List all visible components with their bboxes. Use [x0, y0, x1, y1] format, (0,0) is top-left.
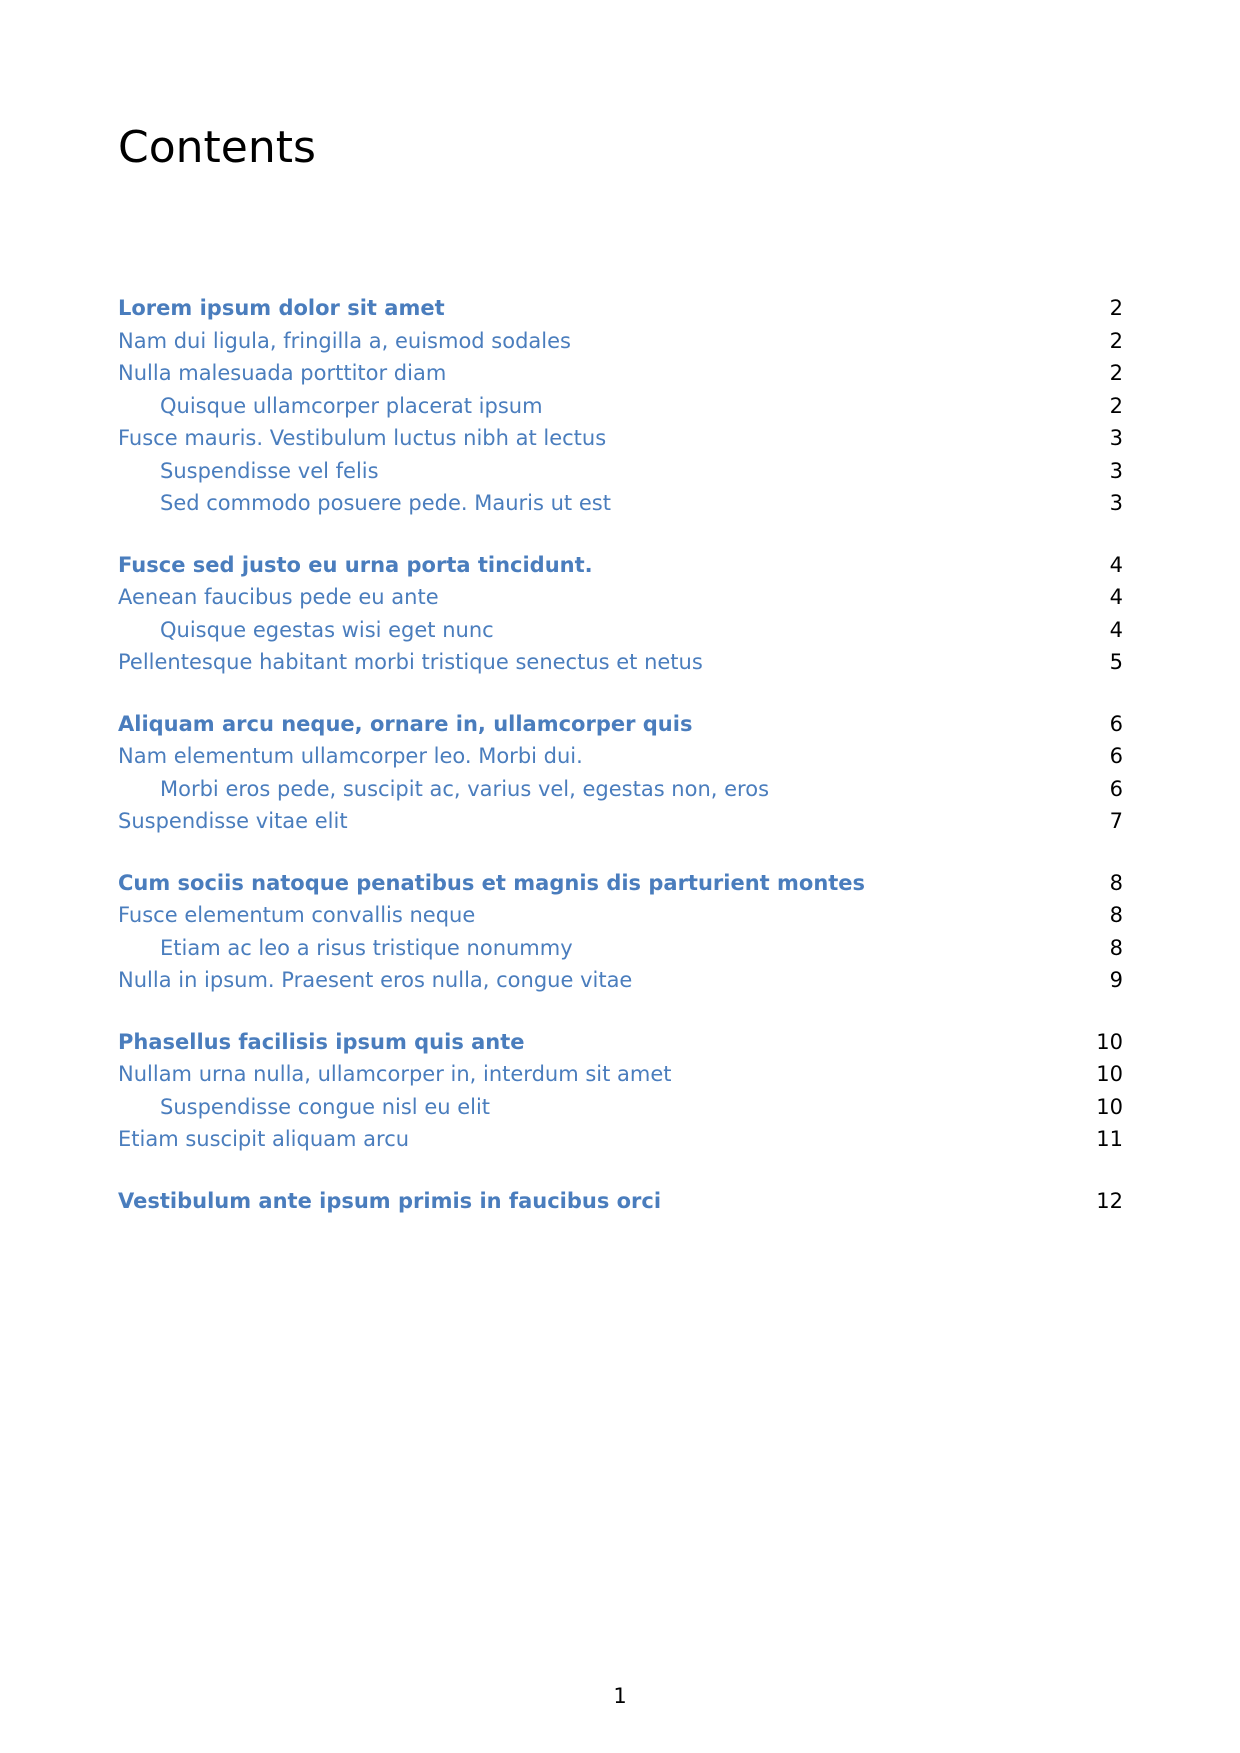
toc-group [118, 292, 1123, 520]
toc-entry[interactable] [118, 964, 1123, 997]
toc-entry-page-number: 2 [1109, 393, 1123, 418]
toc-entry-label[interactable]: Sed commodo posuere pede. Mauris ut est [160, 491, 611, 515]
toc-entry-page-number: 2 [1109, 361, 1123, 385]
toc-entry-page-number: 3 [1109, 426, 1123, 450]
toc-entry-page-number: 3 [1109, 458, 1123, 483]
toc-entry-page-number: 11 [1096, 1127, 1123, 1151]
toc-entry-label[interactable]: Morbi eros pede, suscipit ac, varius vel, egestas non, eros [160, 776, 770, 801]
toc-entry[interactable] [118, 773, 1123, 806]
toc-entry[interactable] [118, 581, 1123, 614]
toc-entry[interactable] [118, 932, 1123, 965]
toc-entry-page-number: 12 [1096, 1188, 1123, 1213]
toc-entry-page-number: 2 [1109, 328, 1123, 353]
toc-entry-label[interactable]: Suspendisse vel felis [160, 458, 379, 483]
toc-group [118, 1185, 1123, 1218]
toc-entry[interactable] [118, 455, 1123, 488]
toc-entry-label[interactable]: Nulla malesuada porttitor diam [118, 361, 447, 385]
toc-entry-label[interactable]: Fusce mauris. Vestibulum luctus nibh at lectus [118, 426, 607, 450]
toc-entry-page-number: 9 [1109, 968, 1123, 992]
toc-entry[interactable] [118, 1123, 1123, 1156]
toc-entry[interactable] [118, 805, 1123, 838]
toc-entry-label[interactable]: Quisque egestas wisi eget nunc [160, 617, 494, 642]
toc-entry[interactable] [118, 1091, 1123, 1124]
toc-entry-label[interactable]: Lorem ipsum dolor sit amet [118, 296, 445, 320]
toc-entry[interactable] [118, 867, 1123, 900]
toc-entry-page-number: 10 [1096, 1062, 1123, 1086]
toc-entry-label[interactable]: Fusce elementum convallis neque [118, 903, 476, 927]
page-title: Contents [118, 122, 316, 173]
toc-entry-page-number: 2 [1109, 296, 1123, 320]
toc-entry[interactable] [118, 487, 1123, 520]
toc-entry-page-number: 3 [1109, 491, 1123, 515]
toc-entry-label[interactable]: Cum sociis natoque penatibus et magnis dis parturient montes [118, 870, 866, 895]
toc-group [118, 549, 1123, 679]
toc-entry-page-number: 8 [1109, 903, 1123, 927]
toc-entry-label[interactable]: Phasellus facilisis ipsum quis ante [118, 1029, 525, 1054]
toc-entry-page-number: 8 [1109, 870, 1123, 895]
toc-entry-page-number: 4 [1109, 552, 1123, 577]
toc-entry[interactable] [118, 357, 1123, 390]
toc-entry-page-number: 8 [1109, 935, 1123, 960]
toc-entry-page-number: 5 [1109, 650, 1123, 674]
toc-entry-label[interactable]: Etiam ac leo a risus tristique nonummy [160, 935, 573, 960]
toc-entry-page-number: 6 [1109, 711, 1123, 736]
page-number-footer: 1 [613, 1684, 627, 1708]
toc-entry-page-number: 10 [1096, 1094, 1123, 1119]
toc-entry[interactable] [118, 1026, 1123, 1059]
toc-entry-page-number: 10 [1096, 1029, 1123, 1054]
toc-entry-label[interactable]: Pellentesque habitant morbi tristique senectus et netus [118, 650, 703, 674]
toc-entry[interactable] [118, 292, 1123, 325]
toc-entry-label[interactable]: Suspendisse congue nisl eu elit [160, 1094, 491, 1119]
toc-entry-label[interactable]: Etiam suscipit aliquam arcu [118, 1127, 410, 1151]
toc-entry-label[interactable]: Aenean faucibus pede eu ante [118, 585, 439, 609]
toc-entry-label[interactable]: Quisque ullamcorper placerat ipsum [160, 393, 543, 418]
toc-entry-label[interactable]: Fusce sed justo eu urna porta tincidunt. [118, 552, 593, 577]
toc-entry[interactable] [118, 614, 1123, 647]
toc-entry-page-number: 4 [1109, 585, 1123, 609]
toc-entry[interactable] [118, 646, 1123, 679]
toc-entry[interactable] [118, 1058, 1123, 1091]
toc-entry-page-number: 6 [1109, 776, 1123, 801]
toc-entry-page-number: 6 [1109, 744, 1123, 768]
toc-entry[interactable] [118, 325, 1123, 358]
toc-entry[interactable] [118, 1185, 1123, 1218]
toc-group [118, 1026, 1123, 1156]
toc-entry[interactable] [118, 422, 1123, 455]
table-of-contents [118, 292, 1123, 1246]
toc-entry[interactable] [118, 549, 1123, 582]
toc-entry-page-number: 4 [1109, 617, 1123, 642]
toc-entry-label[interactable]: Aliquam arcu neque, ornare in, ullamcorper quis [118, 711, 693, 736]
toc-group [118, 867, 1123, 997]
toc-entry-label[interactable]: Nulla in ipsum. Praesent eros nulla, congue vitae [118, 968, 633, 992]
toc-entry-label[interactable]: Nam elementum ullamcorper leo. Morbi dui. [118, 744, 583, 768]
toc-entry-label[interactable]: Nam dui ligula, fringilla a, euismod sodales [118, 328, 571, 353]
toc-entry-page-number: 7 [1109, 809, 1123, 833]
toc-entry-label[interactable]: Suspendisse vitae elit [118, 809, 348, 833]
toc-entry[interactable] [118, 390, 1123, 423]
toc-entry[interactable] [118, 899, 1123, 932]
toc-entry[interactable] [118, 708, 1123, 741]
toc-entry-label[interactable]: Vestibulum ante ipsum primis in faucibus orci [118, 1188, 662, 1213]
toc-entry-label[interactable]: Nullam urna nulla, ullamcorper in, interdum sit amet [118, 1062, 672, 1086]
toc-group [118, 708, 1123, 838]
toc-entry[interactable] [118, 740, 1123, 773]
